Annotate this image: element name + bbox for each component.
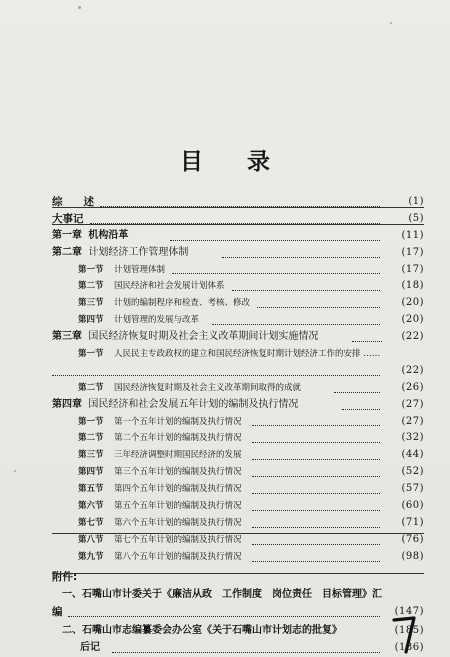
section-title: 第四个五年计划的编制及执行情况: [114, 484, 242, 495]
toc-page-number: (27): [401, 398, 424, 410]
section-title: 第七个五年计划的编制及执行情况: [114, 534, 242, 545]
toc-label: [52, 329, 320, 346]
dot-leader: [252, 447, 380, 460]
toc-entry-ch4-sec8[interactable]: [52, 532, 424, 549]
toc-label: [78, 262, 167, 279]
toc-entry-zongshu[interactable]: [52, 194, 424, 211]
toc-page-number: (76): [401, 533, 424, 545]
toc-entry-ch3-sec1[interactable]: [52, 346, 424, 363]
section-number: 第五节: [78, 484, 104, 495]
section-title: 计划管理体制: [114, 264, 166, 275]
section-number: 第二节: [78, 281, 104, 292]
toc-label: [78, 481, 244, 498]
dot-leader: [252, 498, 380, 511]
section-title: 第六个五年计划的编制及执行情况: [114, 517, 242, 528]
dot-leader: [342, 397, 380, 410]
toc-page-number: (5): [408, 212, 424, 224]
toc-label: [52, 228, 130, 245]
toc-page-number: (22): [401, 331, 424, 343]
toc-entry-chapter-3[interactable]: [52, 329, 424, 346]
toc-page-number: (22): [401, 364, 424, 376]
page-title: 目 录: [179, 149, 288, 175]
dot-leader: [100, 194, 380, 207]
toc-label: [78, 515, 244, 532]
appendix-item-2-title: 二、石嘴山市志编纂委会办公室《关于石嘴山市计划志的批复》: [62, 625, 342, 637]
toc-entry-ch2-sec2[interactable]: [52, 278, 424, 295]
dot-leader: [52, 363, 380, 376]
dot-leader: [252, 464, 380, 477]
toc-page-number: (147): [394, 606, 424, 618]
chapter-title: 国民经济恢复时期及社会主义改革期间计划实施情况: [88, 331, 319, 343]
section-title: 国民经济和社会发展计划体系: [114, 281, 225, 292]
dot-leader: [334, 380, 380, 393]
toc-page-number: (1): [408, 196, 424, 207]
toc-label: [78, 498, 244, 515]
dot-leader: [172, 262, 380, 275]
section-number: 第一节: [78, 416, 104, 427]
dot-leader: [212, 312, 380, 325]
section-title: 第一个五年计划的编制及执行情况: [114, 416, 242, 427]
toc-entry-ch4-sec6[interactable]: [52, 498, 424, 515]
chapter-number: 第二章: [52, 246, 82, 258]
section-number: 第六节: [78, 501, 104, 512]
rule-below-zongshu: [52, 207, 424, 208]
toc-page-number: (11): [401, 229, 424, 241]
section-number: 第四节: [78, 315, 104, 326]
dot-leader: [252, 481, 380, 494]
toc-label: [52, 397, 300, 414]
handwritten-seven-mark: [390, 612, 420, 654]
section-title: 人民民主专政政权的建立和国民经济恢复时期计划经济工作的安排 ……: [114, 349, 381, 360]
toc-label: [78, 532, 244, 549]
toc-page-number: (57): [401, 483, 424, 495]
toc-entry-ch3-sec2[interactable]: [52, 380, 424, 397]
dot-leader: [68, 604, 380, 617]
toc-page-number: (18): [401, 280, 424, 292]
section-number: 第八节: [78, 534, 104, 545]
section-title: 第二个五年计划的编制及执行情况: [114, 433, 242, 444]
rule-above-appendix: [52, 533, 424, 534]
toc-appendix-item-1-continued[interactable]: [52, 604, 424, 621]
section-title: 三年经济调整时期国民经济的发展: [114, 450, 242, 461]
toc-page-number: (186): [394, 642, 424, 654]
toc-page-number: (98): [401, 550, 424, 562]
chapter-number: 第一章: [52, 229, 82, 241]
toc-page-number: (60): [401, 500, 424, 512]
section-number: 第三节: [78, 298, 104, 309]
dot-leader: [352, 329, 382, 342]
section-title: 第八个五年计划的编制及执行情况: [114, 551, 242, 562]
toc-label: [78, 447, 244, 464]
toc-entry-chapter-4[interactable]: [52, 397, 424, 414]
toc-entry-chapter-2[interactable]: [52, 245, 424, 262]
toc-label: [52, 245, 190, 262]
houji-label: 后记: [80, 642, 100, 654]
toc-label: [78, 278, 227, 295]
chapter-title: 机构沿革: [88, 229, 129, 241]
toc-page-number: (26): [401, 381, 424, 393]
section-number: 第二节: [78, 382, 104, 393]
toc-entry-ch4-sec2[interactable]: [52, 430, 424, 447]
rule-below-dashiji: [52, 224, 424, 225]
toc-page-number: (71): [401, 516, 424, 528]
toc-appendix-item-1[interactable]: [52, 587, 424, 604]
toc-label: [78, 414, 244, 431]
dot-leader: [90, 211, 380, 224]
toc-page-number: (185): [394, 625, 424, 637]
toc-entry-houji[interactable]: [52, 640, 424, 657]
rule-below-appendix-item-1: [52, 573, 424, 574]
toc-label: [78, 380, 303, 397]
scan-speck: [390, 22, 392, 24]
section-number: 第四节: [78, 467, 104, 478]
dot-leader: [252, 515, 380, 528]
toc-label: [78, 464, 244, 481]
toc-page-number: (27): [401, 415, 424, 427]
toc-entry-ch4-sec3[interactable]: [52, 447, 424, 464]
dot-leader: [112, 640, 380, 653]
toc-entry-ch2-sec1[interactable]: [52, 262, 424, 279]
dot-leader: [222, 245, 380, 258]
toc-label: [78, 346, 382, 363]
toc-label: 综 述: [52, 196, 94, 208]
dot-leader: [252, 430, 380, 443]
section-number: 第一节: [78, 349, 104, 360]
dot-leader: [170, 228, 380, 241]
section-number: 第七节: [78, 517, 104, 528]
dot-leader: [252, 549, 380, 562]
section-title: 第五个五年计划的编制及执行情况: [114, 501, 242, 512]
dot-leader: [257, 295, 380, 308]
section-number: 第九节: [78, 551, 104, 562]
toc-page-number: (52): [401, 466, 424, 478]
toc-appendix-item-2[interactable]: [52, 623, 424, 640]
appendix-item-1-title-end: 编: [52, 606, 63, 619]
scan-speck: [14, 470, 16, 472]
toc-page-number: (17): [401, 263, 424, 275]
toc-label: [78, 295, 252, 312]
toc-label: [78, 312, 201, 329]
chapter-number: 第四章: [52, 398, 82, 410]
toc-page-number: (44): [401, 449, 424, 461]
chapter-title: 国民经济和社会发展五年计划的编制及执行情况: [88, 398, 299, 410]
appendix-heading: 附件:: [52, 570, 78, 583]
toc-entry-ch4-sec7[interactable]: [52, 515, 424, 532]
toc-page-number: (17): [401, 246, 424, 258]
dot-leader: [252, 414, 380, 427]
chapter-title: 计划经济工作管理体制: [88, 246, 189, 258]
toc-entry-ch4-sec1[interactable]: [52, 414, 424, 431]
table-of-contents: [52, 194, 424, 657]
toc-entry-ch4-sec4[interactable]: [52, 464, 424, 481]
toc-label: [78, 549, 244, 566]
toc-page-number: (32): [401, 432, 424, 444]
toc-entry-ch4-sec5[interactable]: [52, 481, 424, 498]
toc-entry-ch2-sec3[interactable]: [52, 295, 424, 312]
section-title: 计划管理的发展与改革: [114, 315, 200, 326]
toc-entry-ch3-sec1-continued[interactable]: [52, 363, 424, 380]
appendix-item-1-title: 一、石嘴山市计委关于《廉洁从政 工作制度 岗位责任 目标管理》汇: [62, 589, 382, 601]
section-number: 第二节: [78, 433, 104, 444]
toc-page-number: (20): [401, 314, 424, 326]
section-title: 第三个五年计划的编制及执行情况: [114, 467, 242, 478]
toc-entry-ch2-sec4[interactable]: [52, 312, 424, 329]
toc-label: [78, 430, 244, 447]
toc-entry-dashiji[interactable]: [52, 211, 424, 228]
dot-leader: [232, 278, 380, 291]
section-title: 国民经济恢复时期及社会主义改革期间取得的成就: [114, 382, 302, 393]
toc-entry-chapter-1[interactable]: [52, 228, 424, 245]
chapter-number: 第三章: [52, 331, 82, 343]
section-number: 第三节: [78, 450, 104, 461]
section-number: 第一节: [78, 264, 104, 275]
scan-speck: [78, 6, 81, 9]
toc-entry-ch4-sec9[interactable]: [52, 549, 424, 566]
toc-page-number: (20): [401, 297, 424, 309]
section-title: 计划的编制程序和检查、考核、修改: [114, 298, 251, 309]
toc-label: 大事记: [52, 212, 84, 225]
toc-appendix-heading: [52, 569, 424, 586]
